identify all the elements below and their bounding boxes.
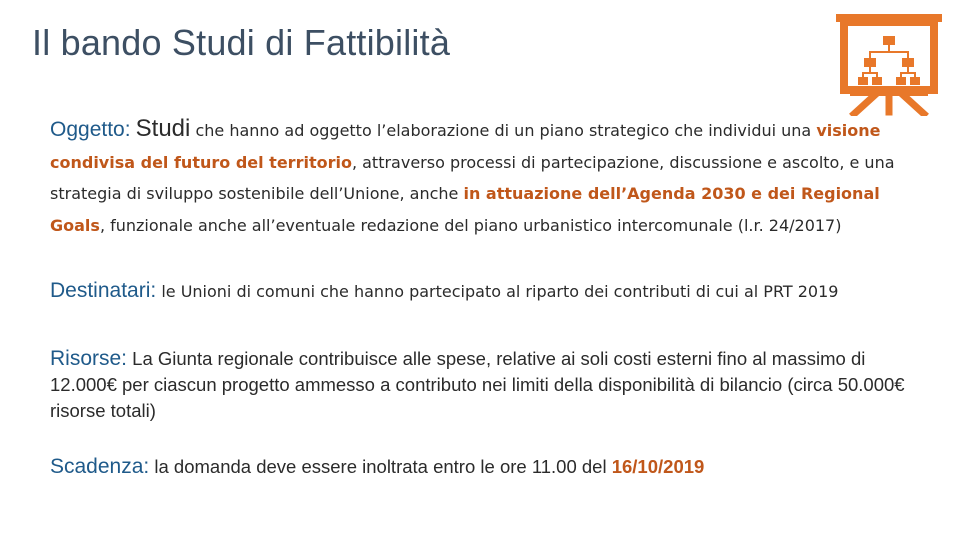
risorse-label: Risorse: bbox=[50, 347, 128, 370]
oggetto-text-1: che hanno ad oggetto l’elaborazione di un piano strategico che individui una bbox=[190, 121, 817, 140]
oggetto-first-word: Studi bbox=[135, 115, 191, 142]
oggetto-text-3: , funzionale anche all’eventuale redazione del piano urbanistico intercomunale (l.r. 24/2017) bbox=[99, 215, 842, 235]
risorse-paragraph bbox=[50, 346, 910, 424]
destinatari-text: le Unioni di comuni che hanno partecipato al riparto dei contributi di cui al PRT 2019 bbox=[161, 282, 839, 301]
scadenza-date: 16/10/2019 bbox=[611, 456, 705, 477]
destinatari-paragraph bbox=[50, 276, 910, 306]
page-title: Il bando Studi di Fattibilità bbox=[32, 22, 451, 63]
scadenza-paragraph bbox=[50, 454, 910, 480]
presentation-board-org-chart-icon bbox=[836, 14, 942, 116]
risorse-text: La Giunta regionale contribuisce alle spese, relative ai soli costi esterni fino al massimo di 12.000€ per ciascun progetto ammesso a contributo nei limiti della disponibilità di bilancio (circa 50.000€ risorse totali) bbox=[50, 348, 905, 421]
oggetto-highlight-1: visione condivisa del futuro del territorio bbox=[50, 121, 881, 172]
destinatari-label: Destinatari: bbox=[50, 279, 157, 302]
oggetto-label: Oggetto: bbox=[50, 118, 131, 141]
oggetto-text-2: , attraverso processi di partecipazione, discussione e ascolto, e una strategia di sviluppo sostenibile dell’Unione, anche bbox=[50, 152, 895, 203]
scadenza-label: Scadenza: bbox=[50, 455, 150, 478]
oggetto-highlight-2: in attuazione dell’Agenda 2030 e dei Regional Goals bbox=[50, 184, 880, 235]
oggetto-paragraph bbox=[50, 113, 910, 241]
scadenza-text: la domanda deve essere inoltrata entro le ore 11.00 del bbox=[154, 456, 612, 477]
